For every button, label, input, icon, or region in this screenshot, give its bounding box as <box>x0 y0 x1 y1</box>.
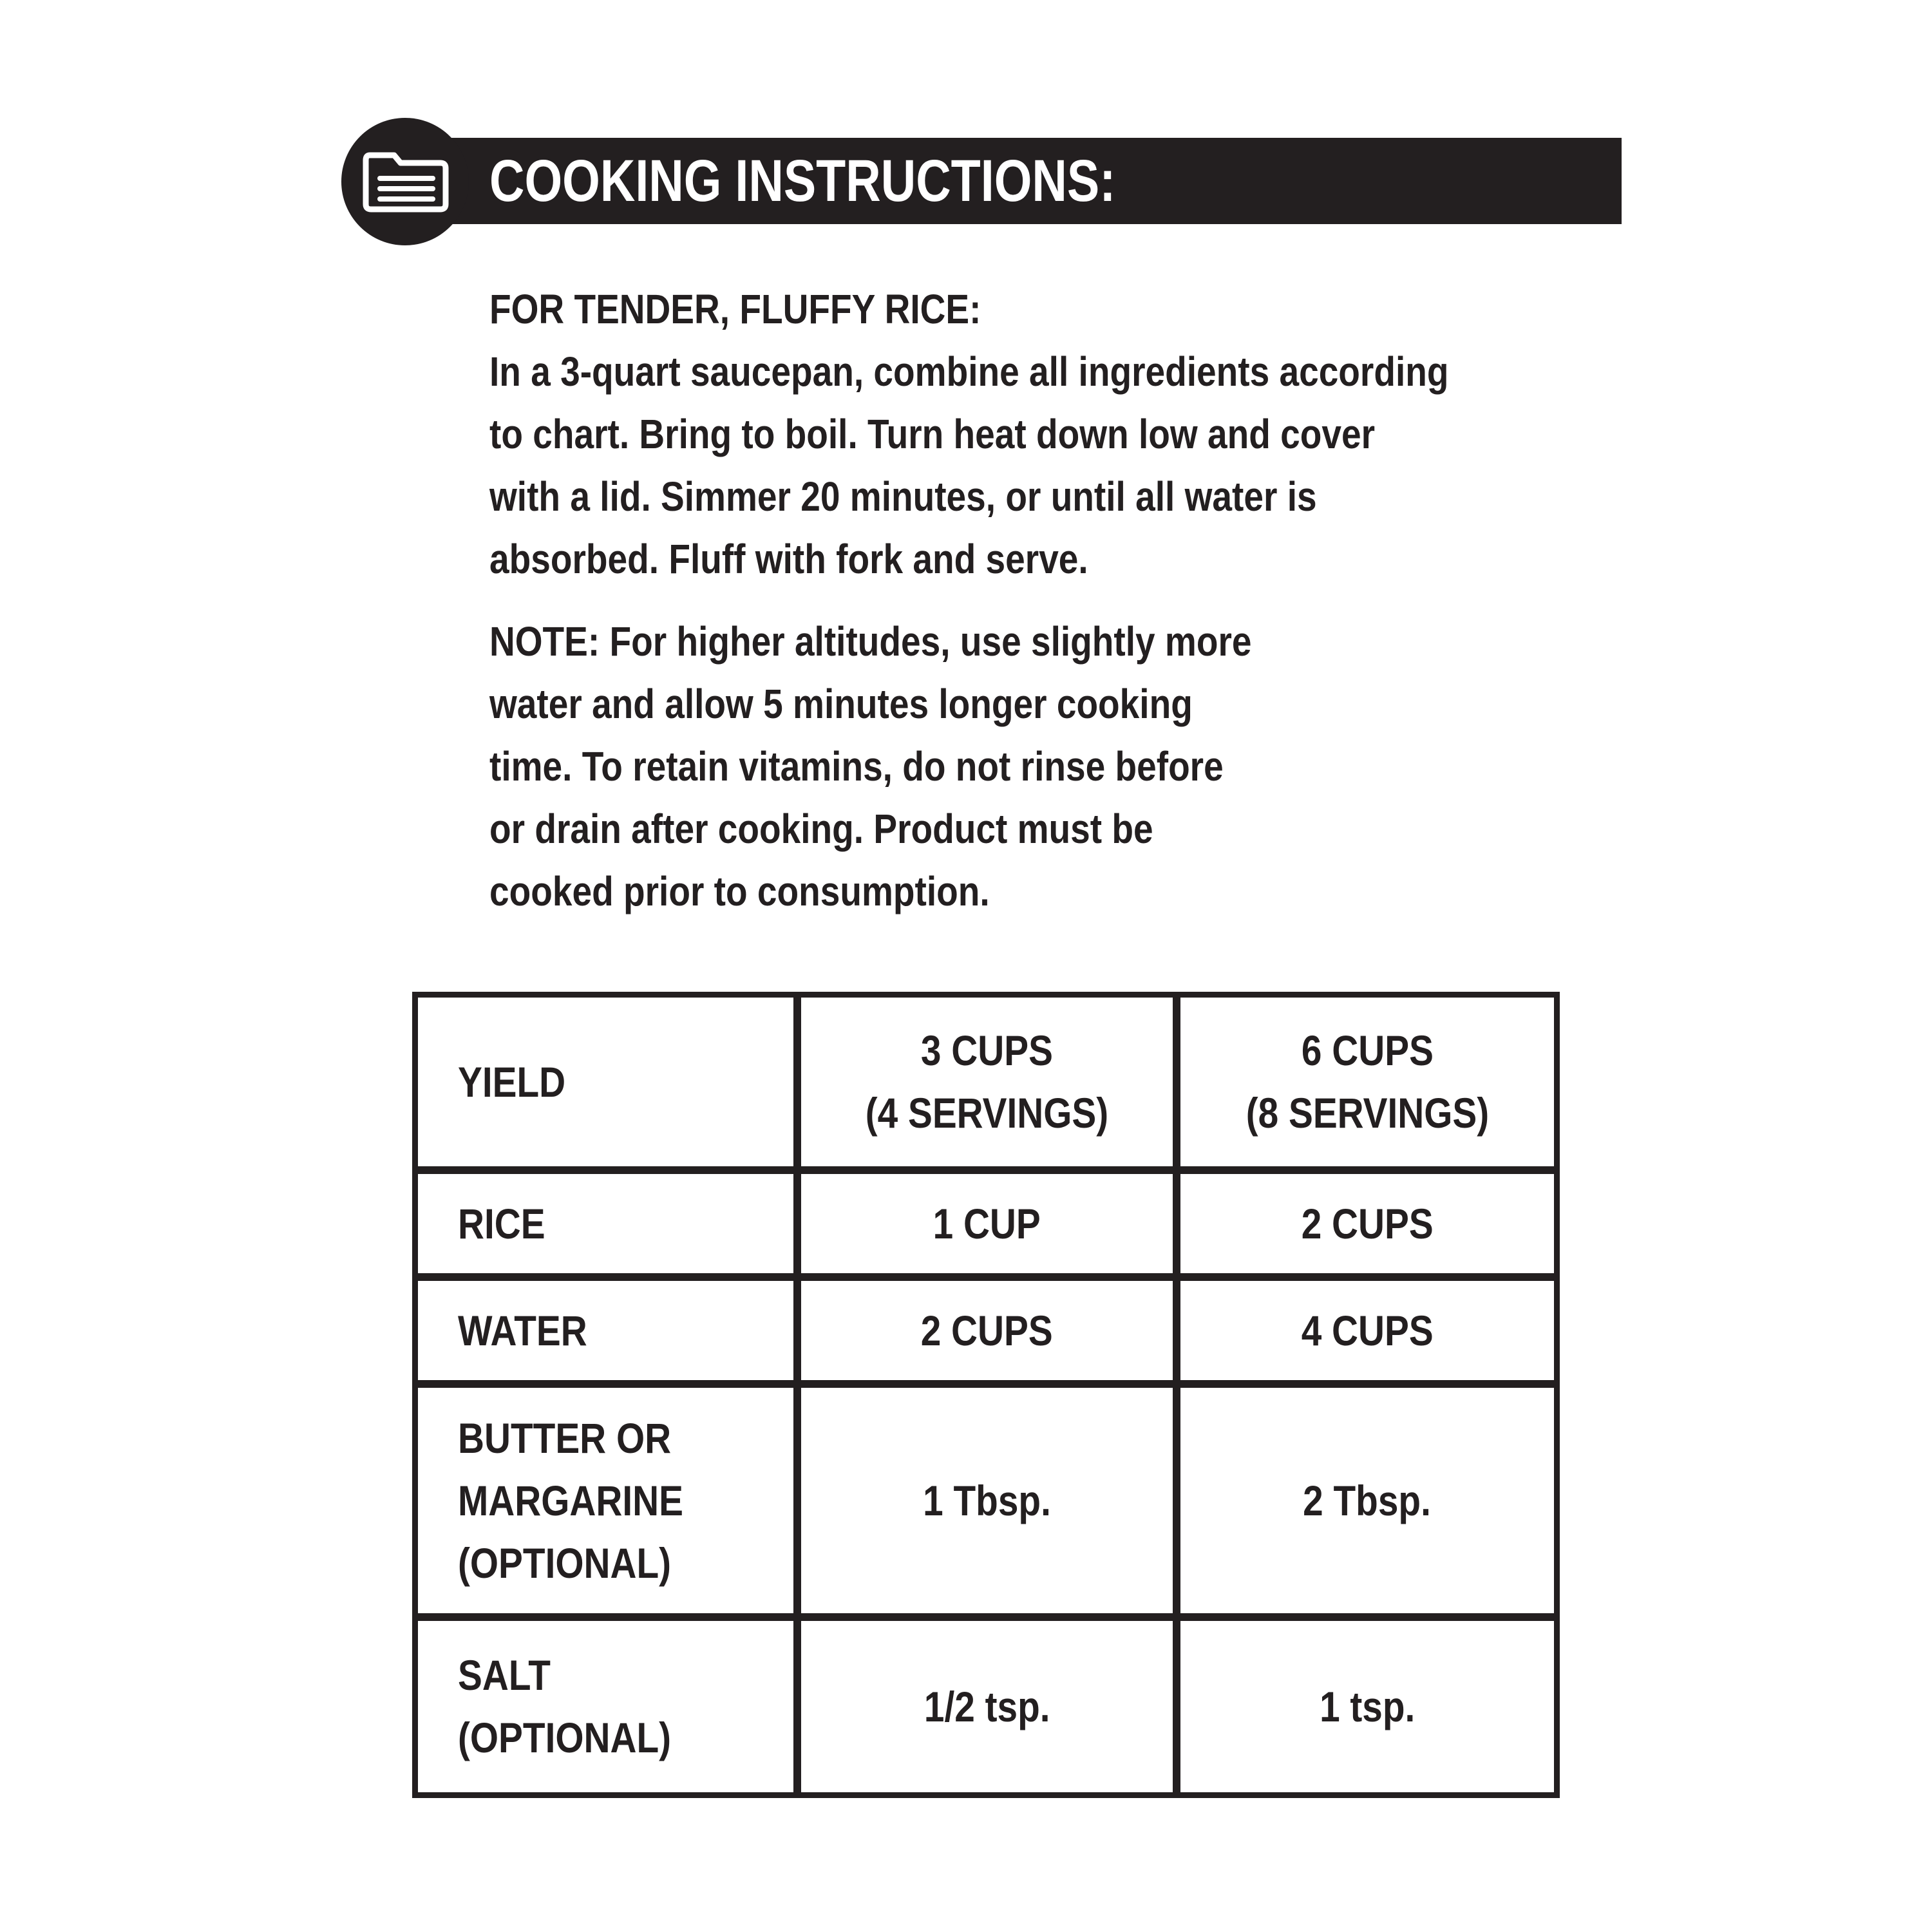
cell-text: 2 CUPS <box>1301 1199 1434 1247</box>
cell-text: MARGARINE <box>458 1476 684 1524</box>
note-first-line-text: For higher altitudes, use slightly more <box>600 618 1252 665</box>
row-label-rice <box>418 1174 793 1273</box>
row-divider <box>418 1380 1554 1388</box>
note-line: cooked prior to consumption. <box>489 868 990 914</box>
note-line: or drain after cooking. Product must be <box>489 806 1153 852</box>
row-divider <box>418 1613 1554 1621</box>
header-badge <box>341 118 469 245</box>
cell-text: (OPTIONAL) <box>458 1714 672 1761</box>
cell-butter-3cups <box>801 1388 1173 1613</box>
cell-text: 6 CUPS <box>1301 1027 1434 1074</box>
row-label-salt <box>418 1621 793 1792</box>
note-label: NOTE: <box>489 618 600 665</box>
cell-salt-3cups <box>801 1621 1173 1792</box>
row-label-water <box>418 1281 793 1380</box>
cell-text: SALT <box>458 1651 551 1699</box>
cell-text: (4 SERVINGS) <box>865 1089 1109 1137</box>
instructions-line: with a lid. Simmer 20 minutes, or until all water is <box>489 473 1317 520</box>
cell-text: BUTTER OR <box>458 1414 672 1462</box>
cooking-chart <box>412 992 1560 1798</box>
cell-butter-6cups <box>1180 1388 1554 1613</box>
cell-water-6cups <box>1180 1281 1554 1380</box>
cell-rice-6cups <box>1180 1174 1554 1273</box>
cell-text: YIELD <box>458 1057 566 1106</box>
row-divider <box>418 1273 1554 1281</box>
cell-text: 2 Tbsp. <box>1303 1476 1432 1524</box>
instructions-line: absorbed. Fluff with fork and serve. <box>489 536 1088 582</box>
column-divider <box>1173 998 1180 1792</box>
cell-text: 1 CUP <box>933 1199 1041 1247</box>
cell-text: RICE <box>458 1199 545 1247</box>
cell-yield-3cups <box>801 998 1173 1166</box>
cell-text: WATER <box>458 1306 587 1354</box>
column-divider <box>793 998 801 1792</box>
cell-text: 3 CUPS <box>920 1027 1054 1074</box>
cell-text: 1 tsp. <box>1319 1682 1416 1730</box>
cell-text: 1/2 tsp. <box>923 1682 1050 1730</box>
note-line: water and allow 5 minutes longer cooking <box>489 681 1193 727</box>
cell-text: (8 SERVINGS) <box>1245 1089 1489 1137</box>
instructions-line: In a 3-quart saucepan, combine all ingredients according <box>489 348 1449 395</box>
cell-text: 2 CUPS <box>920 1306 1054 1354</box>
note-first-line <box>489 611 1252 673</box>
note-line: time. To retain vitamins, do not rinse before <box>489 743 1224 790</box>
note-block <box>489 611 1252 923</box>
cell-rice-3cups <box>801 1174 1173 1273</box>
page-title: COOKING INSTRUCTIONS: <box>489 148 1116 214</box>
cell-text: 1 Tbsp. <box>923 1476 1051 1524</box>
instructions-block <box>489 278 1448 591</box>
instructions-line: to chart. Bring to boil. Turn heat down low and cover <box>489 411 1376 457</box>
cell-text: 4 CUPS <box>1301 1306 1434 1354</box>
cell-yield-6cups <box>1180 998 1554 1166</box>
document-icon <box>361 150 451 213</box>
instructions-subheading: FOR TENDER, FLUFFY RICE: <box>489 286 981 332</box>
cell-salt-6cups <box>1180 1621 1554 1792</box>
row-label-butter <box>418 1388 793 1613</box>
row-divider <box>418 1166 1554 1174</box>
row-label-yield <box>418 998 793 1166</box>
cell-text: (OPTIONAL) <box>458 1539 672 1587</box>
cell-water-3cups <box>801 1281 1173 1380</box>
